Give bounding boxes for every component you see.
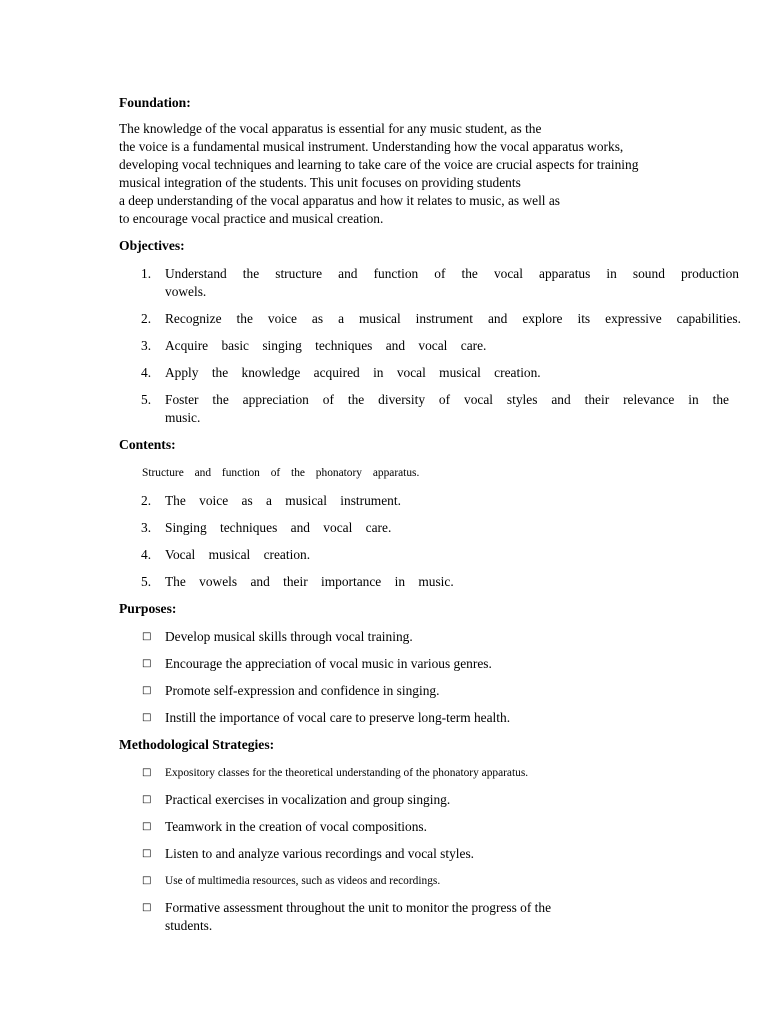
list-item-text: Promote self-expression and confidence in singing.: [165, 683, 440, 698]
foundation-line: to encourage vocal practice and musical creation.: [119, 211, 384, 226]
list-number: 5.: [141, 392, 152, 407]
foundation-line: the voice is a fundamental musical instrument. Understanding how the vocal apparatus works,: [119, 139, 624, 154]
list-item-text: Practical exercises in vocalization and group singing.: [165, 792, 451, 807]
objectives-heading: Objectives:: [119, 238, 185, 253]
square-bullet-icon: □: [142, 794, 152, 805]
list-item-text: Singing techniques and vocal care.: [165, 520, 392, 535]
list-item-text: Vocal musical creation.: [165, 547, 311, 562]
foundation-heading: Foundation:: [119, 95, 191, 110]
square-bullet-icon: □: [142, 875, 152, 886]
square-bullet-icon: □: [142, 902, 152, 913]
list-number: 2.: [141, 493, 152, 508]
list-item: [119, 519, 739, 537]
purposes-heading: Purposes:: [119, 601, 177, 616]
list-item-text: Develop musical skills through vocal training.: [165, 629, 413, 644]
foundation-line: developing vocal techniques and learning to take care of the voice are crucial aspects for training: [119, 157, 639, 172]
square-bullet-icon: □: [142, 821, 152, 832]
list-item: [119, 337, 739, 355]
list-number: 4.: [141, 365, 152, 380]
list-item: [119, 573, 739, 591]
square-bullet-icon: □: [142, 767, 152, 778]
list-item: [119, 655, 739, 673]
foundation-line: The knowledge of the vocal apparatus is essential for any music student, as the: [119, 121, 542, 136]
square-bullet-icon: □: [142, 848, 152, 859]
list-number: 3.: [141, 520, 152, 535]
list-item: [119, 899, 739, 935]
list-item: [119, 265, 739, 301]
list-item: Structure and function of the phonatory apparatus.: [142, 467, 420, 479]
list-item-text: The vowels and their importance in music.: [165, 574, 454, 589]
objectives-list: [119, 265, 739, 427]
list-item-text: Formative assessment throughout the unit to monitor the progress of the: [165, 900, 552, 915]
list-item: [119, 391, 739, 427]
list-item-text: Listen to and analyze various recordings and vocal styles.: [165, 846, 475, 861]
list-item-text: Apply the knowledge acquired in vocal musical creation.: [165, 365, 541, 380]
list-item-text: Recognize the voice as a musical instrument and explore its expressive capabilities.: [165, 311, 741, 326]
list-number: 5.: [141, 574, 152, 589]
list-item: [119, 628, 739, 646]
contents-list: [119, 492, 739, 591]
list-item-text: Foster the appreciation of the diversity of vocal styles and their relevance in the: [165, 392, 729, 407]
list-item: [119, 310, 739, 328]
square-bullet-icon: □: [142, 631, 152, 642]
list-item: [119, 818, 739, 836]
list-item: [119, 791, 739, 809]
list-item-text: Understand the structure and function of the vocal apparatus in sound production: [165, 266, 739, 281]
list-number: 2.: [141, 311, 152, 326]
strategies-list: [119, 764, 739, 935]
square-bullet-icon: □: [142, 658, 152, 669]
list-item-text: vowels.: [165, 284, 207, 299]
foundation-paragraph: [119, 120, 739, 228]
strategies-heading: Methodological Strategies:: [119, 737, 275, 752]
foundation-line: musical integration of the students. This unit focuses on providing students: [119, 175, 521, 190]
list-item-text: Instill the importance of vocal care to preserve long-term health.: [165, 710, 511, 725]
list-item-text: Acquire basic singing techniques and vocal care.: [165, 338, 487, 353]
list-item: [119, 709, 739, 727]
list-item-text: The voice as a musical instrument.: [165, 493, 401, 508]
list-item-text: students.: [165, 918, 213, 933]
contents-heading: Contents:: [119, 437, 176, 452]
list-item: [119, 872, 739, 890]
list-item: [119, 364, 739, 382]
list-item: [119, 845, 739, 863]
square-bullet-icon: □: [142, 712, 152, 723]
list-item-text: Expository classes for the theoretical understanding of the phonatory apparatus.: [165, 767, 529, 779]
document-page: [119, 94, 739, 935]
list-number: 1.: [141, 266, 152, 281]
list-item-text: Use of multimedia resources, such as videos and recordings.: [165, 875, 441, 887]
square-bullet-icon: □: [142, 685, 152, 696]
list-item: [119, 764, 739, 782]
list-number: 3.: [141, 338, 152, 353]
list-item: [119, 546, 739, 564]
list-item-text: Encourage the appreciation of vocal music in various genres.: [165, 656, 492, 671]
list-item-text: Teamwork in the creation of vocal compositions.: [165, 819, 427, 834]
foundation-line: a deep understanding of the vocal apparatus and how it relates to music, as well as: [119, 193, 561, 208]
list-item: [119, 492, 739, 510]
purposes-list: [119, 628, 739, 727]
list-item-text: music.: [165, 410, 201, 425]
list-number: 4.: [141, 547, 152, 562]
list-item: [119, 682, 739, 700]
